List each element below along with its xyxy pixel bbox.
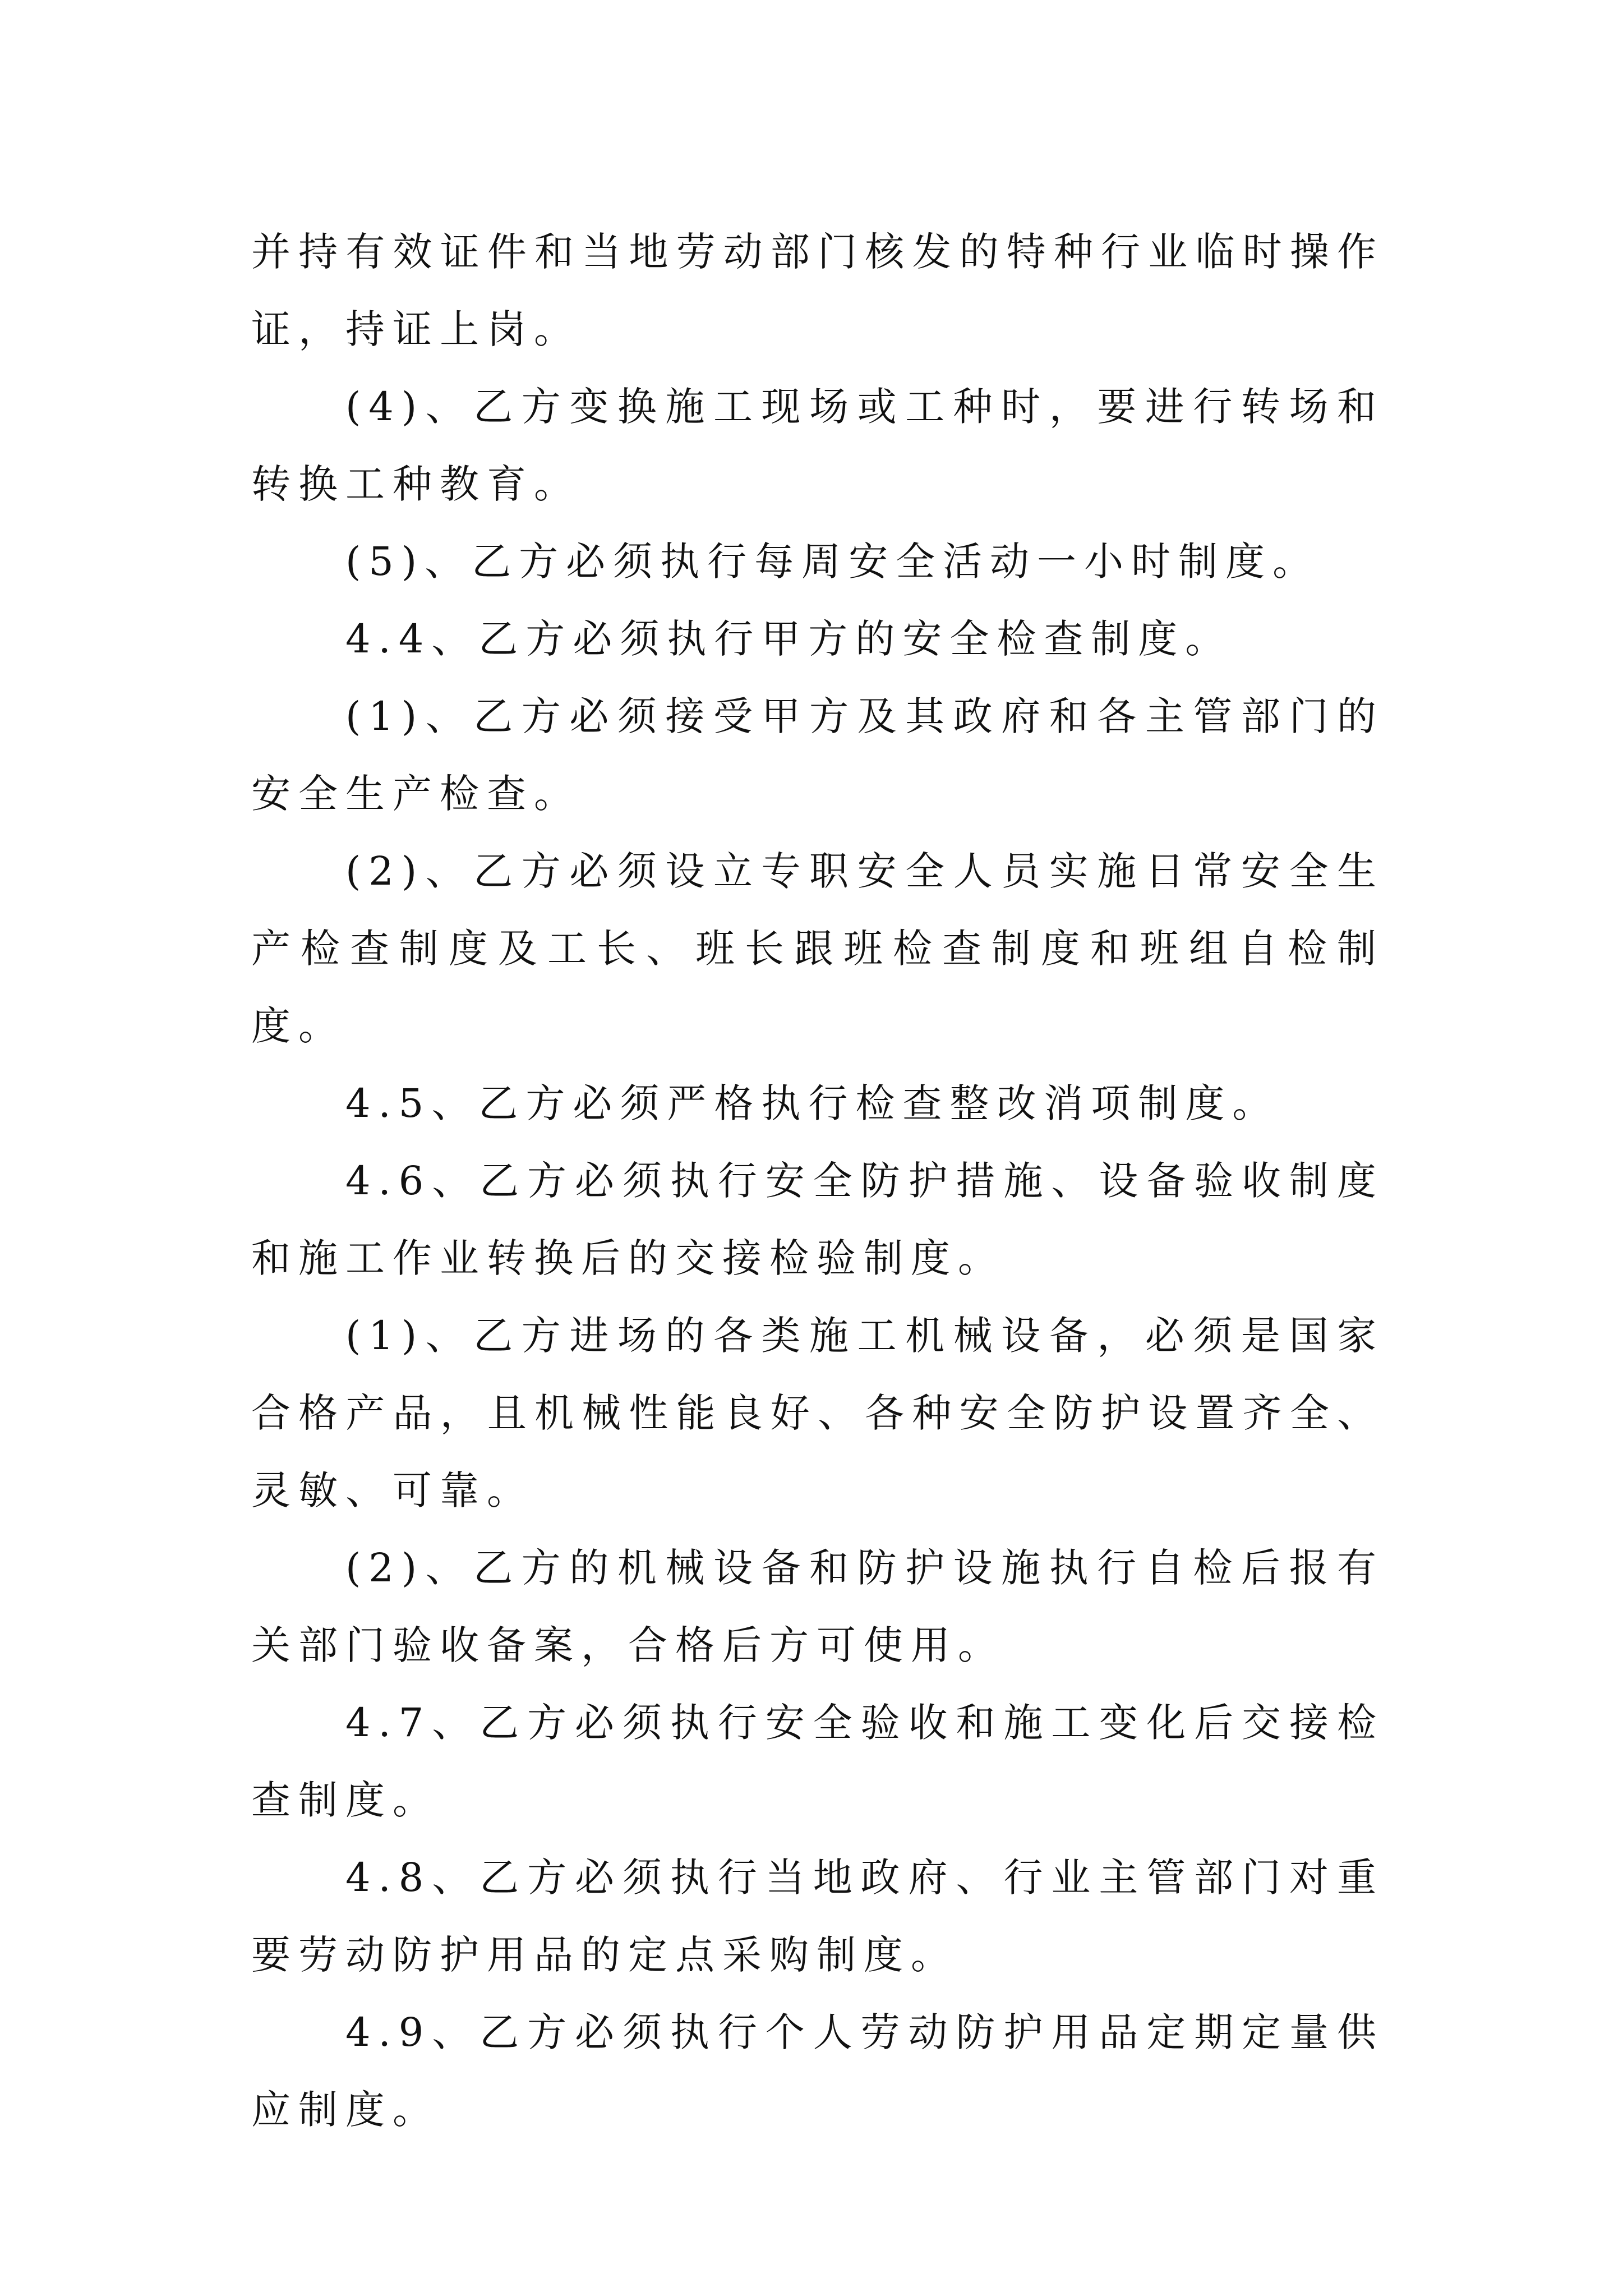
paragraph-section-4-4: 4.4、乙方必须执行甲方的安全检查制度。 [345,616,1233,662]
paragraph-continuation: 并持有效证件和当地劳动部门核发的特种行业临时操作证，持证上岗。 [251,229,1384,352]
paragraph-item-2: (2)、乙方必须设立专职安全人员实施日常安全生产检查制度及工长、班长跟班检查制度和班组自检制度。 [251,848,1384,1049]
paragraph-section-4-5: 4.5、乙方必须严格执行检查整改消项制度。 [345,1080,1280,1126]
paragraph-item-1: (1)、乙方必须接受甲方及其政府和各主管部门的安全生产检查。 [251,693,1384,817]
paragraph-section-4-6: 4.6、乙方必须执行安全防护措施、设备验收制度和施工作业转换后的交接检验制度。 [251,1158,1384,1281]
document-body [251,213,1384,2148]
paragraph-item-2: (2)、乙方的机械设备和防护设施执行自检后报有关部门验收备案，合格后方可使用。 [251,1545,1384,1668]
paragraph-item-5: (5)、乙方必须执行每周安全活动一小时制度。 [345,539,1320,585]
paragraph-item-4: (4)、乙方变换施工现场或工种时，要进行转场和转换工种教育。 [251,384,1384,507]
paragraph-section-4-9: 4.9、乙方必须执行个人劳动防护用品定期定量供应制度。 [251,2009,1384,2133]
paragraph-section-4-8: 4.8、乙方必须执行当地政府、行业主管部门对重要劳动防护用品的定点采购制度。 [251,1855,1384,1978]
paragraph-item-1: (1)、乙方进场的各类施工机械设备，必须是国家合格产品，且机械性能良好、各种安全防护设置齐全、灵敏、可靠。 [251,1313,1384,1513]
paragraph-section-4-7: 4.7、乙方必须执行安全验收和施工变化后交接检查制度。 [251,1700,1384,1823]
